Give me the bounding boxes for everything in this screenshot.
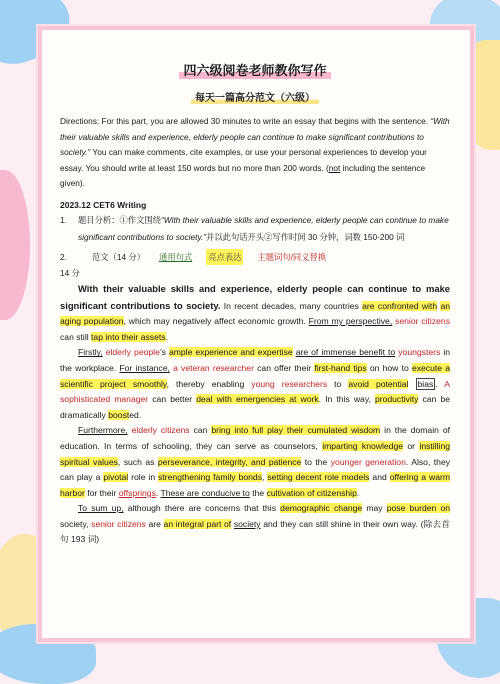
essay-text: ed. <box>129 409 142 420</box>
topic-word: senior citizens <box>91 518 146 529</box>
highlight: boost <box>108 409 130 420</box>
highlight: are confronted with <box>362 300 438 311</box>
topic-word: A sophisticated manager <box>60 378 450 405</box>
essay-text: . <box>435 378 445 389</box>
topic-word: youngsters <box>398 347 441 358</box>
highlight: execute a scientific project smoothly <box>60 362 450 389</box>
task-label: 范文（14 分） <box>92 251 146 262</box>
topic-word: a veteran researcher <box>173 362 254 373</box>
directions-text: Directions: For this part, you are allowed 30 minutes to write an essay that begins with the sentence. <box>60 116 431 126</box>
highlight: setting decent role models <box>267 472 370 483</box>
essay-text: , thereby enabling <box>166 378 252 389</box>
decor-blob-pink <box>0 170 30 320</box>
essay-text: can offer their <box>253 362 315 373</box>
common-pattern: To sum up, <box>78 503 124 514</box>
highlight: demographic change <box>280 503 363 514</box>
directions-text: including the sentence given). <box>60 162 426 189</box>
topic-word: elderly citizens <box>131 425 190 436</box>
essay-text: and <box>369 472 390 483</box>
essay-text: , such as <box>117 456 158 467</box>
highlight: productivity <box>374 394 419 405</box>
essay <box>60 281 450 548</box>
highlight: pose burden on <box>386 503 451 514</box>
topic-word: elderly people <box>105 347 160 358</box>
common-pattern: society <box>233 518 261 529</box>
highlight: deal with emergencies at work <box>196 394 319 405</box>
essay-text <box>408 379 415 389</box>
score-label: 14 分 <box>60 267 80 278</box>
essay-text: may <box>362 503 387 514</box>
essay-opening-sentence: With their valuable skills and experience, elderly people can continue to make significant contributions to society. <box>60 282 450 311</box>
highlight: tap into their assets <box>91 331 166 342</box>
essay-text: , which may negatively affect economic growth. <box>123 316 309 327</box>
task-body <box>78 212 450 247</box>
essay-text: . In this way, <box>318 394 375 405</box>
essay-text: to the <box>301 456 331 467</box>
essay-text: In recent decades, many countries <box>220 300 363 311</box>
essay-text: on how to <box>366 362 412 373</box>
highlight: an integral part of <box>163 518 232 529</box>
essay-text: . <box>155 487 161 498</box>
common-pattern: These are conducive to <box>160 487 250 498</box>
common-pattern: Furthermore, <box>78 425 128 436</box>
page-title <box>60 60 450 79</box>
essay-text: in the domain of education. In terms of schooling, they can serve as counselors, <box>60 425 450 451</box>
essay-text: , <box>262 472 268 483</box>
highlight: pivotal <box>103 472 129 483</box>
essay-text: ’s <box>159 347 169 358</box>
essay-text: can be dramatically <box>60 394 451 420</box>
topic-word: offsprings <box>118 487 156 498</box>
highlight: ample experience and expertise <box>168 347 293 358</box>
legend-common-pattern: 通用句式 <box>159 251 193 262</box>
essay-text: role in <box>128 472 159 483</box>
essay-text: society, <box>60 518 92 529</box>
section-heading: 2023.12 CET6 Writing <box>60 199 147 210</box>
highlight: imparting knowledge <box>322 440 404 451</box>
topic-word: younger generation <box>330 456 406 467</box>
essay-text: although there are concerns that this <box>123 503 281 514</box>
highlight: offering a warm harbor <box>60 472 450 498</box>
common-pattern: From my perspective, <box>308 316 393 327</box>
essay-text: are <box>145 518 164 529</box>
essay-text: or <box>403 440 420 451</box>
common-pattern: For instance, <box>119 362 170 373</box>
essay-text: the <box>249 487 267 498</box>
essay-text: in the workplace. <box>60 347 451 373</box>
legend-highlight-expression: 亮点表达 <box>206 249 243 265</box>
task-quote: “With their valuable skills and experience, elderly people can continue to make significant contributions to society.” <box>78 214 449 243</box>
directions-text: You can make comments, cite examples, or use your personal experiences to develop your essay. You should write at least 150 words but no more than 200 words. ( <box>60 147 427 173</box>
essay-paragraph-2 <box>60 345 450 423</box>
highlight: strengthening family bonds <box>158 472 262 483</box>
highlight: cultivation of citizenship <box>266 487 357 498</box>
task-item-2 <box>60 249 450 265</box>
essay-paragraph-1 <box>60 281 450 345</box>
topic-word: young researchers <box>251 378 328 389</box>
essay-paragraph-3 <box>60 423 450 501</box>
common-pattern: Firstly, <box>78 347 103 358</box>
essay-text: . <box>165 331 168 342</box>
essay-paragraph-4 <box>60 501 450 548</box>
common-pattern: are of immense benefit to <box>295 347 396 358</box>
essay-text: for their <box>84 487 119 498</box>
page-title-text: 四六级阅卷老师教你写作 <box>179 64 330 79</box>
boxed-word: bias <box>417 378 434 389</box>
essay-text: can <box>189 425 212 436</box>
essay-text: . <box>356 487 360 498</box>
directions-quote: “With their valuable skills and experience, elderly people can continue to make significant contributions to society.” <box>60 116 450 158</box>
essay-text: can still <box>60 331 92 342</box>
legend-topic-words: 主题词句/同义替换 <box>257 251 327 262</box>
essay-text: . Also, they can play a <box>60 456 451 483</box>
task-item-1 <box>60 212 450 247</box>
highlight: perseverance, integrity, and patience <box>157 456 302 467</box>
highlight: an aging population <box>60 300 450 327</box>
topic-word: senior citizens <box>395 316 450 327</box>
task-number: 2. <box>60 251 67 262</box>
task-number: 1. <box>60 214 67 225</box>
highlight: first-hand tips <box>314 362 367 373</box>
task-text: 题目分析：①作文围绕 <box>78 214 161 225</box>
highlight: instilling spiritual values <box>60 440 451 467</box>
page-subtitle-text: 每天一篇高分范文（六级） <box>191 93 319 104</box>
essay-text: and they can still shine in their own way. <box>260 518 421 529</box>
word-count-note: (除去首句 193 词) <box>60 518 450 545</box>
task-text: 并以此句话开头②写作时间 30 分钟，词数 150-200 词 <box>206 232 405 243</box>
directions-not: not <box>328 162 341 173</box>
essay-text: can better <box>148 394 197 405</box>
highlight: bring into full play their cumulated wisdom <box>211 425 381 436</box>
document-sheet <box>38 26 474 642</box>
directions-paragraph <box>60 114 450 192</box>
highlight: avoid potential <box>348 378 409 389</box>
page-subtitle <box>60 89 450 104</box>
essay-text: to <box>327 378 349 389</box>
